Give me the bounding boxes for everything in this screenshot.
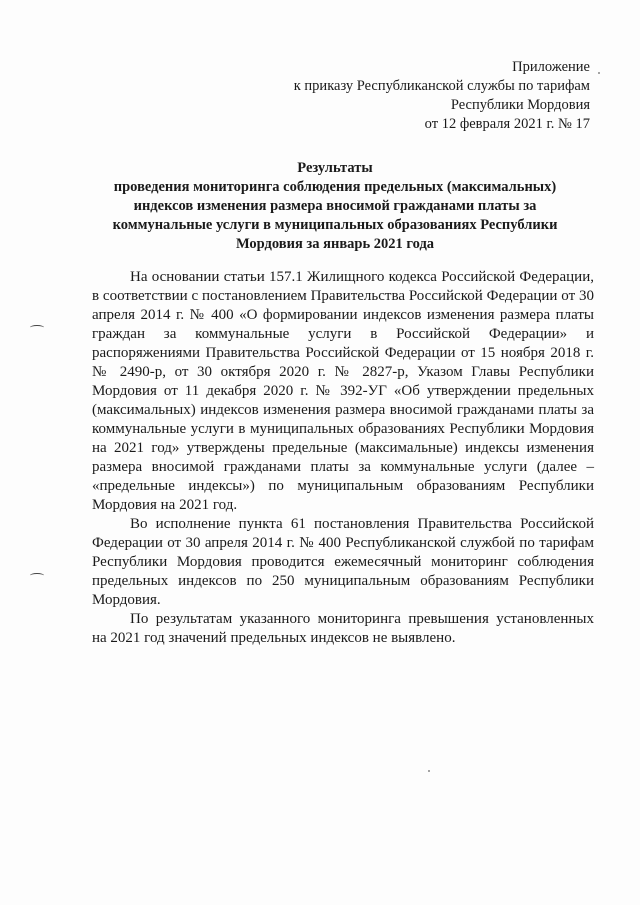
document-title [96,159,574,254]
title-line-2: проведения мониторинга соблюдения предельных (максимальных) [113,179,557,195]
paragraph-result: По результатам указанного мониторинга превышения установленных на 2021 год значений предельных индексов не выявлено. [92,611,594,646]
paragraph-legal-basis: На основании статьи 157.1 Жилищного кодекса Российской Федерации, в соответствии с постановлением Правительства Российской Федерации от 30 апреля 2014 г. № 400 «О формировании индексов изменения размера платы граждан за коммунальные услуги в Российской Федерации» и распоряжениями Правительства Российской Федерации от 15 ноября 2018 г. № 2490-р, от 30 октября 2020 г. № 2827-р, Указом Главы Республики Мордовия от 11 декабря 2020 г. № 392-УГ «Об утверждении предельных (максимальных) индексов изменения размера вносимой гражданами платы за коммунальные услуги в муниципальных образованиях Республики Мордовия на 2021 год» утверждены предельные (максимальные) индексы изменения размера вносимой гражданами платы за коммунальные услуги (далее – «предельные индексы») по муниципальным образованиям Республики Мордовия на 2021 год. [92,269,594,513]
order-date: от 12 февраля 2021 г. № 17 [424,116,590,132]
paragraph-monitoring: Во исполнение пункта 61 постановления Правительства Российской Федерации от 30 апреля 2014 г. № 400 Республиканской службой по тарифам Республики Мордовия проводится ежемесячный мониторинг соблюдения предельных индексов по 250 муниципальным образованиям Республики Мордовия. [92,516,594,608]
appendix-header [294,58,590,134]
title-line-3: индексов изменения размера вносимой гражданами платы за [133,198,537,214]
order-reference: к приказу Республиканской службы по тарифам [293,78,590,94]
scan-mark [30,573,44,578]
region-name: Республики Мордовия [450,97,590,113]
title-line-1: Результаты [297,160,373,176]
title-line-4: коммунальные услуги в муниципальных образованиях Республики [112,217,558,233]
scan-speck [598,72,600,74]
scan-mark [30,325,44,330]
document-body [92,268,594,648]
appendix-label: Приложение [512,59,590,75]
scan-speck [428,770,430,772]
title-line-5: Мордовия за январь 2021 года [235,236,435,252]
